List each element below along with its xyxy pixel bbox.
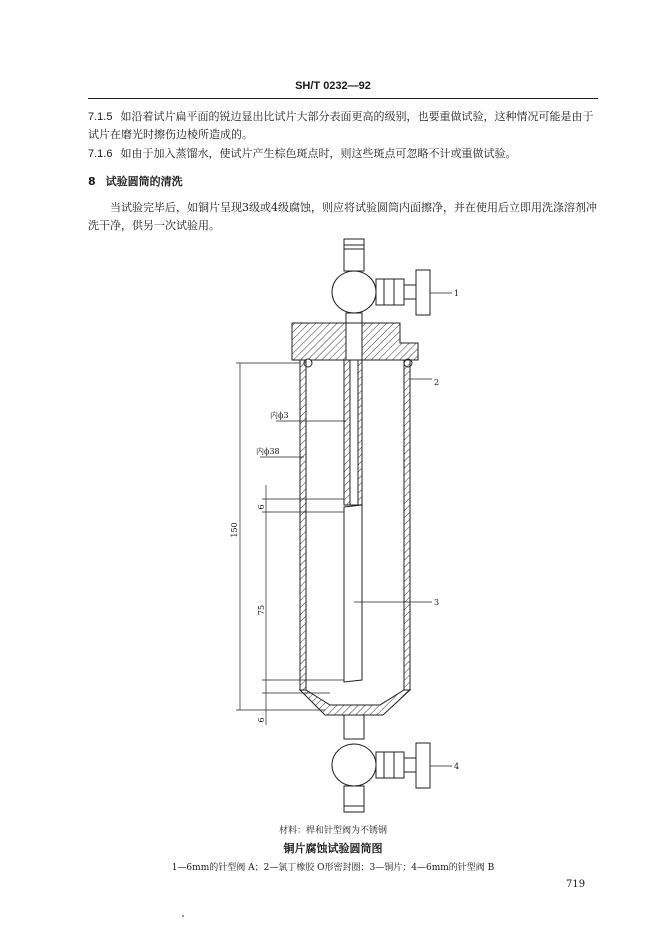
- section-heading: [88, 173, 183, 189]
- dim-strip-75: 75: [257, 604, 266, 616]
- section-number: 8: [88, 175, 96, 188]
- callout-3: 3: [434, 598, 440, 607]
- scan-speck: [182, 915, 184, 917]
- figure-legend: 1—6mm的针型阀 A；2—氯丁橡胶 O形密封圈；3—铜片；4—6mm的针型阀 B: [171, 863, 495, 873]
- section-body-text: 当试验完毕后，如铜片呈现3级或4级腐蚀，则应将试验圆筒内面擦净，并在使用后立即用洗涤溶剂冲洗干净，供另一次试验用。: [88, 201, 597, 232]
- page-number: 719: [566, 879, 586, 890]
- clause-text: 如沿着试片扁平面的锐边显出比试片大部分表面更高的级别，也要重做试验，这种情况可能是由于试片在磨光时擦伤边棱所造成的。: [88, 110, 594, 141]
- label-inner-d3: 内ϕ3: [270, 411, 289, 420]
- paragraph-7-1-6: [88, 145, 600, 163]
- clause-number: 7.1.5: [88, 111, 113, 123]
- dim-bottom-6: 6: [257, 717, 266, 723]
- material-note: 材料：桿和针型阀为不锈钢: [278, 826, 387, 836]
- callout-1: 1: [454, 289, 460, 298]
- dim-total-150: 150: [230, 522, 239, 538]
- clause-number: 7.1.6: [88, 148, 113, 160]
- dim-top-6: 6: [257, 504, 266, 510]
- standard-code-header: SH/T 0232—92: [295, 80, 371, 92]
- paragraph-7-1-5: [88, 108, 600, 144]
- header-rule: [88, 98, 598, 99]
- label-inner-d38: 内ϕ38: [256, 447, 280, 456]
- figure-title: 铜片腐蚀试验圆筒图: [283, 842, 383, 855]
- bottom-stem: [344, 786, 364, 812]
- bottom-valve-body: [332, 744, 376, 786]
- copper-strip: [344, 505, 362, 682]
- section-title: 试验圆筒的清洗: [105, 175, 183, 188]
- corrosion-bomb-diagram: [220, 235, 460, 820]
- callout-2: 2: [434, 378, 440, 387]
- top-valve-body: [332, 271, 376, 313]
- callout-4: 4: [454, 762, 460, 771]
- clause-text: 如由于加入蒸馏水，使试片产生棕色斑点时，则这些斑点可忽略不计或重做试验。: [120, 147, 517, 160]
- valve-a-handle: [416, 270, 430, 315]
- top-stem: [344, 239, 364, 271]
- valve-b-handle: [416, 743, 430, 788]
